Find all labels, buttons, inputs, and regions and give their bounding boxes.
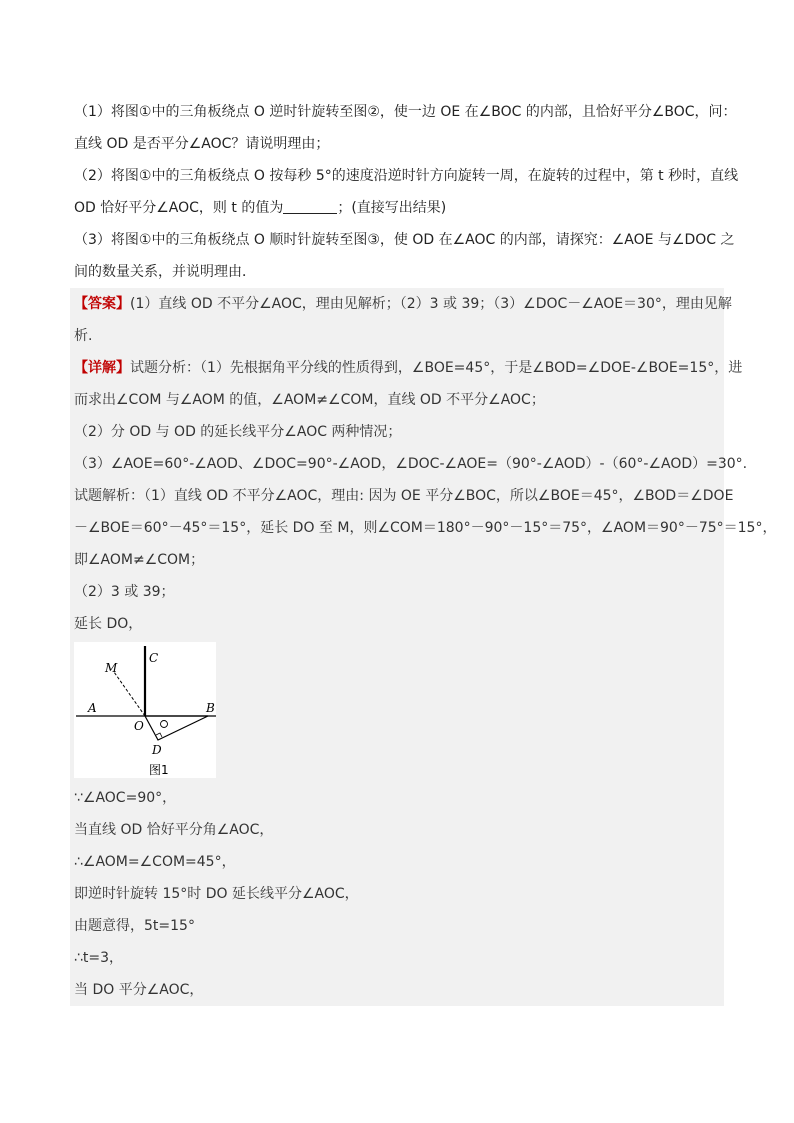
detail-tag: 【详解】 [74,360,130,376]
question-2-text: OD 恰好平分∠AOC，则 t 的值为 [74,200,284,216]
answer-line-2: 析. [74,328,93,344]
triangle-ODB [145,716,208,740]
detail-line-6: －∠BOE＝60°－45°＝15°，延长 DO 至 M，则∠COM＝180°－90°－15°＝75°，∠AOM＝90°－75°＝15°， [74,520,777,536]
detail-line-14: 由题意得，5t=15° [74,918,195,934]
detail-line-10: ∵∠AOC=90°， [74,790,177,806]
label-B: B [206,701,215,715]
detail-line-9: 延长 DO， [74,616,143,632]
detail-line-15: ∴t=3， [74,950,124,966]
detail-line-3: （2）分 OD 与 OD 的延长线平分∠AOC 两种情况； [74,424,402,440]
label-D: D [152,743,162,757]
answer-line-1 [70,288,732,320]
small-circle [161,721,168,728]
label-A: A [88,701,97,715]
detail-line-1 [70,352,743,384]
question-2-line-1: （2）将图①中的三角板绕点 O 按每秒 5°的速度沿逆时针方向旋转一周，在旋转的过程中，第 t 秒时，直线 [74,168,739,184]
label-M: M [105,661,118,675]
question-3-line-1: （3）将图①中的三角板绕点 O 顺时针旋转至图③，使 OD 在∠AOC 的内部，请探究：∠AOE 与∠DOC 之 [74,232,735,248]
question-3-line-2: 间的数量关系，并说明理由． [74,264,256,280]
question-1-line-2: 直线 OD 是否平分∠AOC？请说明理由； [74,136,330,152]
detail-line-12: ∴∠AOM=∠COM=45°， [74,854,236,870]
geometry-figure [74,642,216,778]
answer-section [70,288,777,1006]
detail-line-2: 而求出∠COM 与∠AOM 的值，∠AOM≠∠COM，直线 OD 不平分∠AOC； [74,392,545,408]
detail-line-16: 当 DO 平分∠AOC， [74,982,204,998]
question-1-line-1: （1）将图①中的三角板绕点 O 逆时针旋转至图②，使一边 OE 在∠BOC 的内部，且恰好平分∠BOC，问： [74,104,737,120]
answer-text: (1）直线 OD 不平分∠AOC，理由见解析；（2）3 或 39；（3）∠DOC－∠AOE＝30°，理由见解 [130,296,732,312]
detail-text: 试题分析：（1）先根据角平分线的性质得到，∠BOE=45°，于是∠BOD=∠DOE-∠BOE=15°，进 [130,360,743,376]
answer-tag: 【答案】 [74,296,130,312]
label-C: C [149,651,159,665]
detail-line-11: 当直线 OD 恰好平分角∠AOC， [74,822,274,838]
question-2-line-2 [70,192,724,224]
figure-container [70,640,724,782]
detail-line-13: 即逆时针旋转 15°时 DO 延长线平分∠AOC， [74,886,359,902]
geometry-diagram [74,642,216,778]
question-2-tail: ；(直接写出结果) [337,200,447,216]
detail-line-8: （2）3 或 39； [74,584,175,600]
answer-blank [283,197,337,214]
detail-line-5: 试题解析：（1）直线 OD 不平分∠AOC，理由: 因为 OE 平分∠BOC，所以∠BOE＝45°，∠BOD＝∠DOE [74,488,734,504]
right-angle-mark [156,733,162,737]
detail-line-4: （3）∠AOE=60°-∠AOD、∠DOC=90°-∠AOD，∠DOC-∠AOE=（90°-∠AOD）-（60°-∠AOD）=30°. [74,456,748,472]
ray-OM-dashed [114,672,145,716]
detail-line-7: 即∠AOM≠∠COM； [74,552,205,568]
figure-caption: 图1 [149,763,169,777]
document-page [70,96,777,1006]
label-O: O [134,719,144,733]
